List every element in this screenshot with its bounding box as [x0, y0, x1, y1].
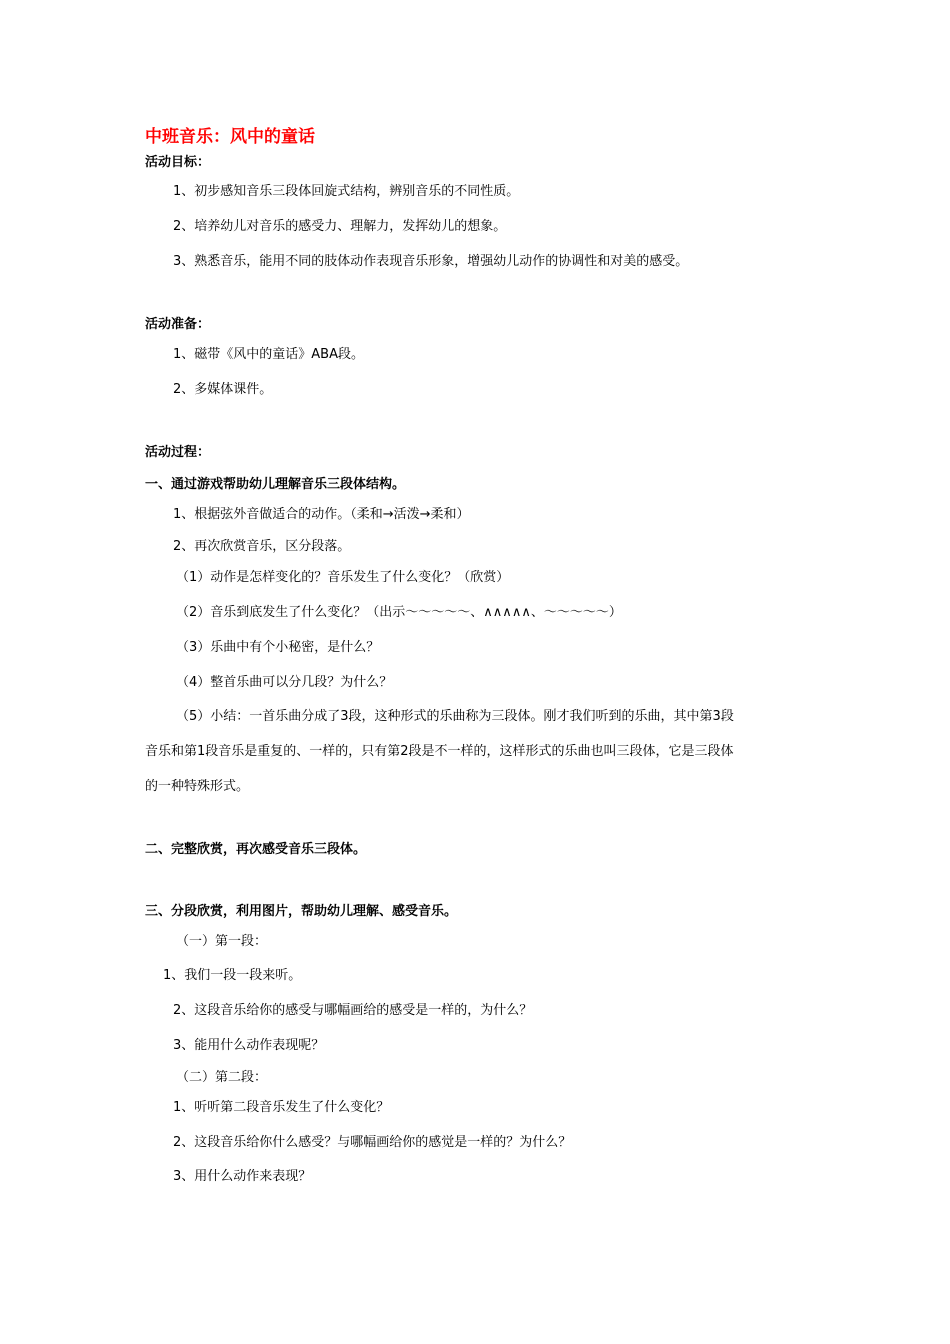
part2-heading: （二）第二段：: [176, 1070, 268, 1085]
goal-item: 1、初步感知音乐三段体回旋式结构，辨别音乐的不同性质。: [173, 184, 520, 199]
document-title: 中班音乐：风中的童话: [145, 127, 315, 147]
part2-item: 2、这段音乐给你什么感受？与哪幅画给你的感觉是一样的？为什么？: [173, 1135, 572, 1150]
section1-item: （1）动作是怎样变化的？音乐发生了什么变化？（欣赏）: [176, 570, 510, 585]
prep-heading: 活动准备：: [145, 317, 211, 332]
section1-item: （2）音乐到底发生了什么变化？（出示～～～～～、∧∧∧∧∧、～～～～～）: [176, 605, 622, 620]
part2-item: 3、用什么动作来表现？: [173, 1169, 312, 1184]
part1-item: 3、能用什么动作表现呢？: [173, 1038, 325, 1053]
section1-item: 2、再次欣赏音乐，区分段落。: [173, 539, 351, 554]
summary-line: （5）小结：一首乐曲分成了3段，这种形式的乐曲称为三段体。刚才我们听到的乐曲，其中第3段: [176, 709, 734, 724]
section1-item: （4）整首乐曲可以分几段？为什么？: [176, 675, 393, 690]
goal-item: 3、熟悉音乐，能用不同的肢体动作表现音乐形象，增强幼儿动作的协调性和对美的感受。: [173, 254, 689, 269]
summary-line: 音乐和第1段音乐是重复的、一样的，只有第2段是不一样的，这样形式的乐曲也叫三段体，它是三段体: [145, 744, 734, 759]
section1-heading: 一、通过游戏帮助幼儿理解音乐三段体结构。: [145, 477, 406, 492]
part1-heading: （一）第一段：: [176, 934, 268, 949]
section1-item: （3）乐曲中有个小秘密，是什么？: [176, 640, 380, 655]
section2-heading: 二、完整欣赏，再次感受音乐三段体。: [145, 842, 367, 857]
goal-item: 2、培养幼儿对音乐的感受力、理解力，发挥幼儿的想象。: [173, 219, 507, 234]
part1-item: 2、这段音乐给你的感受与哪幅画给的感受是一样的，为什么？: [173, 1003, 533, 1018]
section1-item: 1、根据弦外音做适合的动作。（柔和→活泼→柔和）: [173, 507, 470, 522]
process-heading: 活动过程：: [145, 445, 211, 460]
part2-item: 1、听听第二段音乐发生了什么变化？: [173, 1100, 390, 1115]
part1-item: 1、我们一段一段来听。: [163, 968, 302, 983]
prep-item: 2、多媒体课件。: [173, 382, 273, 397]
summary-line: 的一种特殊形式。: [145, 779, 250, 794]
prep-item: 1、磁带《风中的童话》ABA段。: [173, 347, 364, 362]
goals-heading: 活动目标：: [145, 155, 211, 170]
section3-heading: 三、分段欣赏，利用图片，帮助幼儿理解、感受音乐。: [145, 904, 458, 919]
